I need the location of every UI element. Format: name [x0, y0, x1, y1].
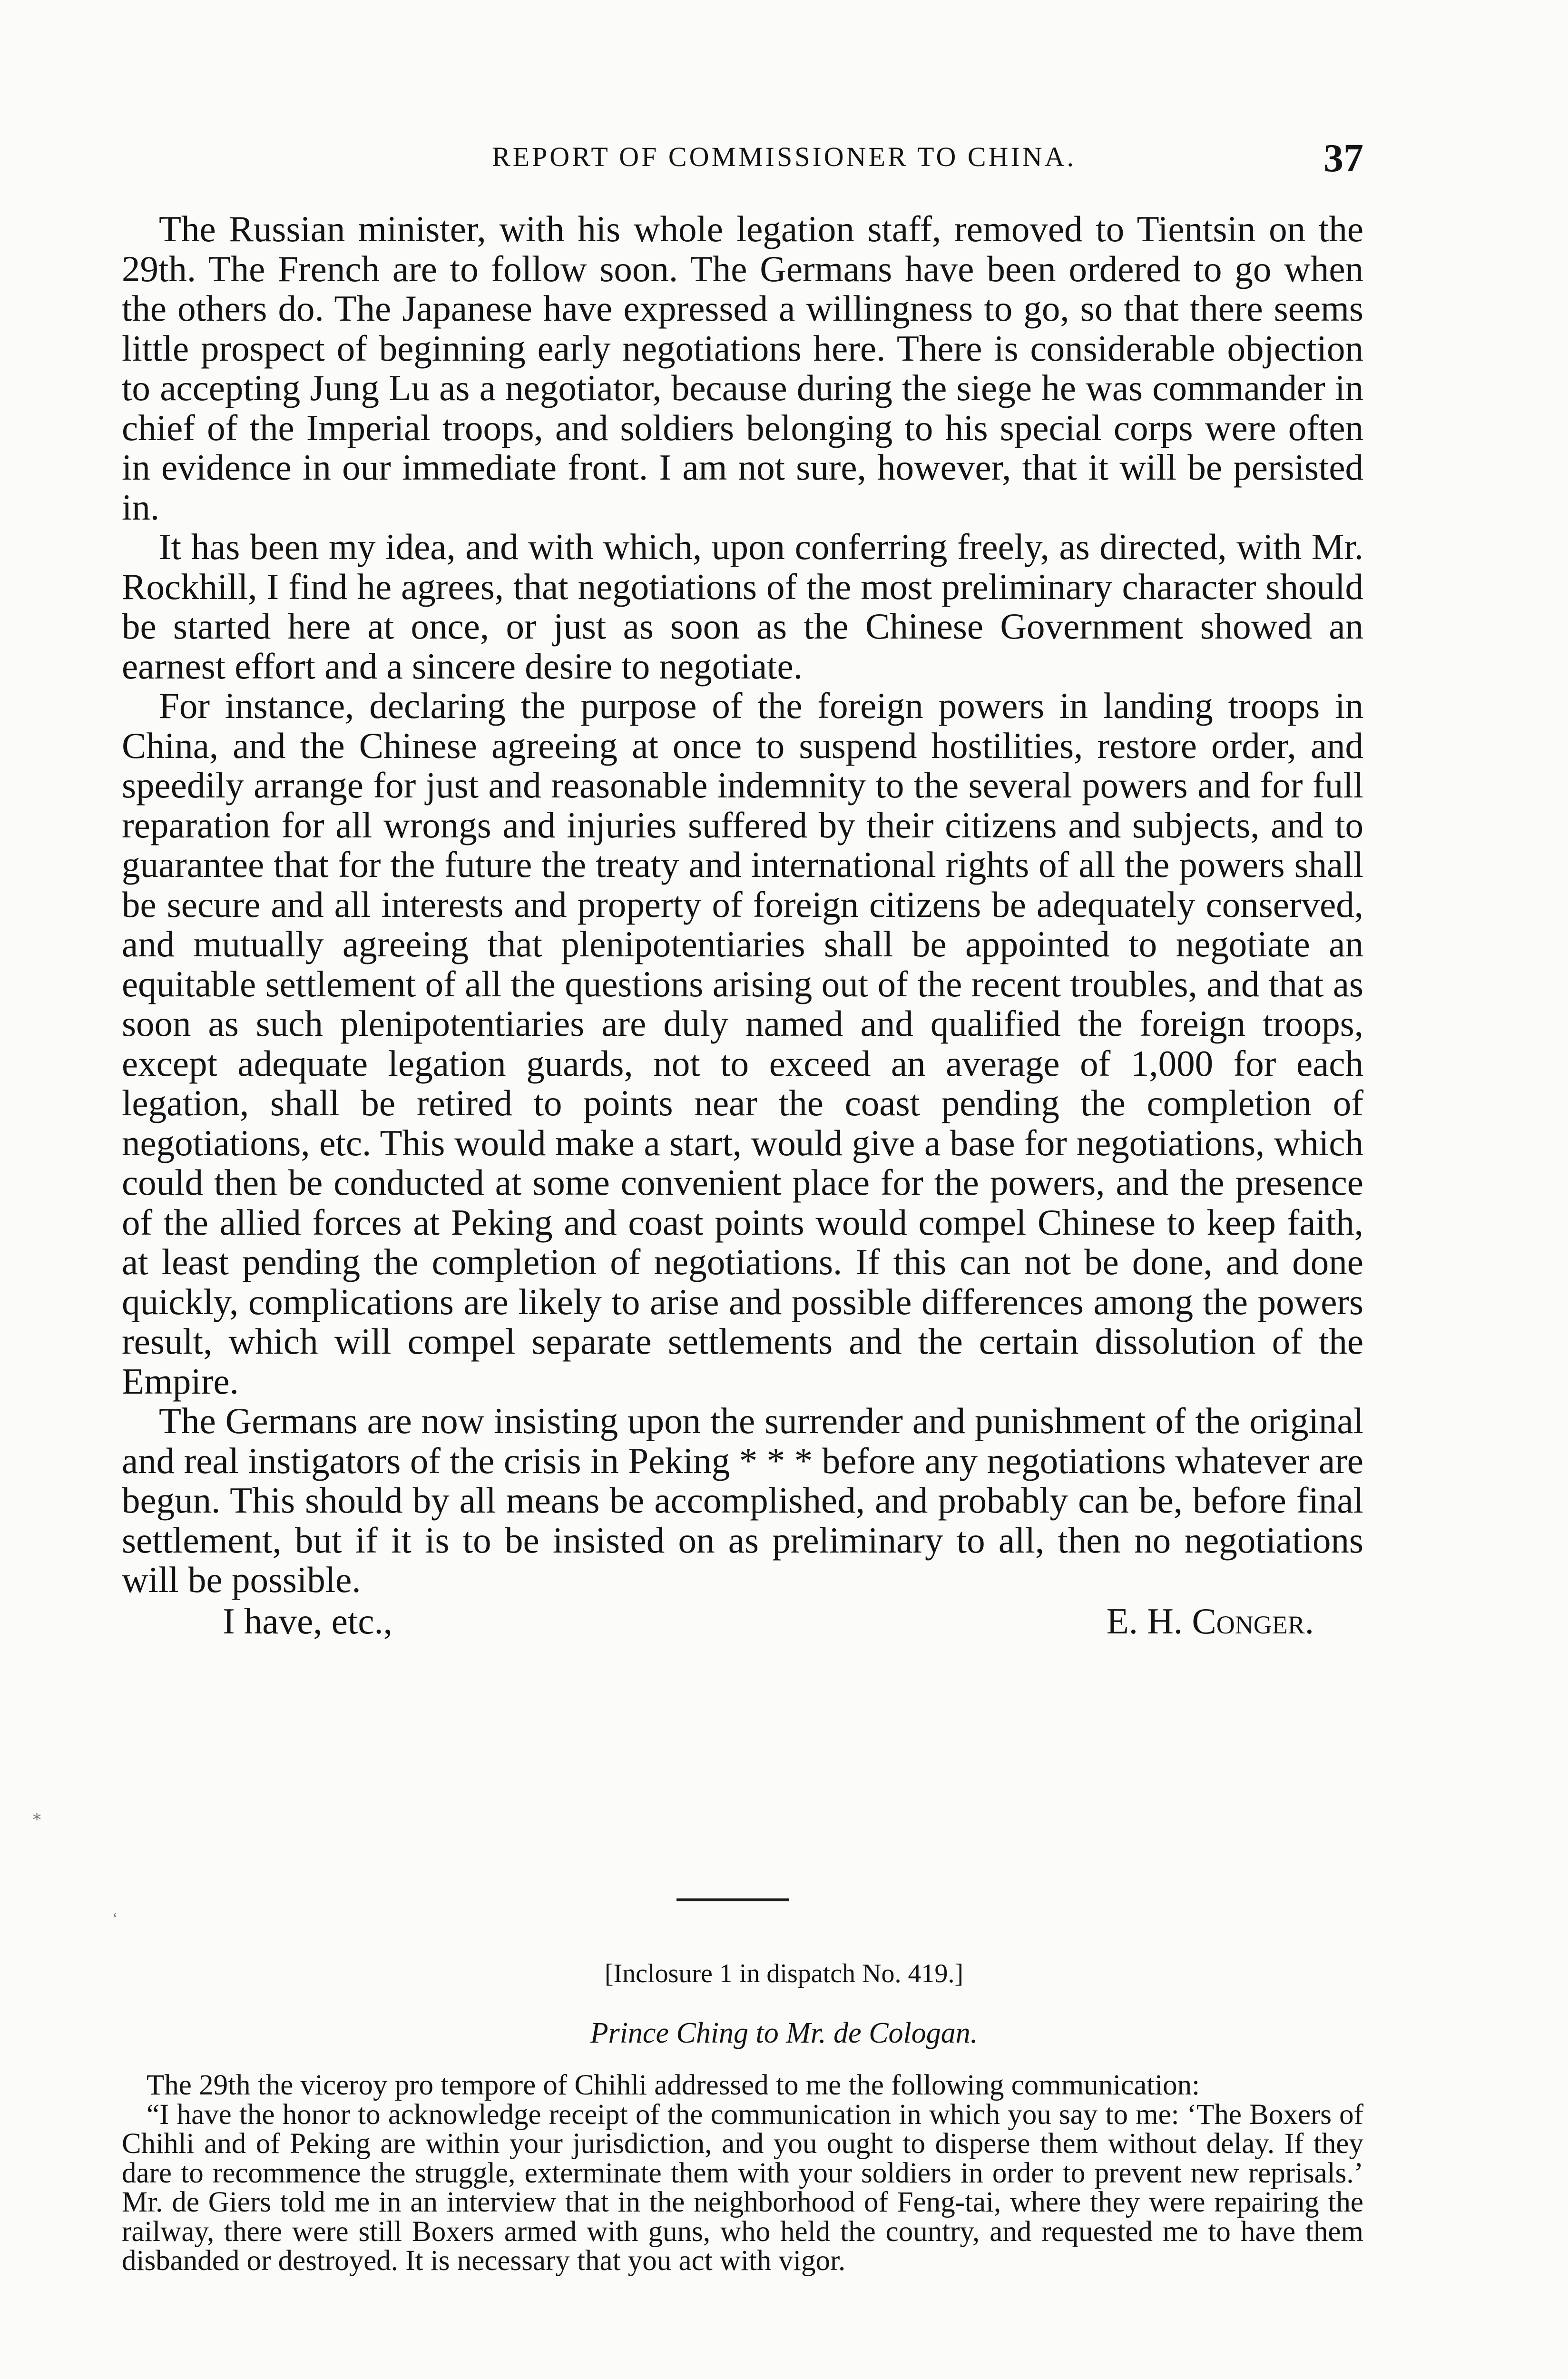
signer-name: E. H. Conger. — [1106, 1600, 1314, 1642]
inclosure-text — [122, 2071, 1363, 2276]
paragraph: The Russian minister, with his whole legation staff, removed to Tientsin on the 29th. The French are to follow soon. The Germans have been ordered to go when the others do. The Japanese have expressed a willingness to go, so that there seems little prospect of beginning early negotiations here. There is considerable objection to accepting Jung Lu as a negotiator, because during the siege he was commander in chief of the Imperial troops, and soldiers belonging to his special corps were often in evidence in our immediate front. I am not sure, however, that it will be persisted in. — [122, 208, 1363, 528]
running-title: REPORT OF COMMISSIONER TO CHINA. — [491, 141, 1077, 172]
paragraph: It has been my idea, and with which, upon conferring freely, as directed, with Mr. Rockhill, I find he agrees, that negotiations of the most preliminary character should be started here at once, or just as soon as the Chinese Government showed an earnest effort and a sincere desire to negotiate. — [122, 526, 1363, 687]
margin-mark: ‘ — [112, 1910, 118, 1927]
section-divider — [676, 1898, 789, 1901]
paragraph: “I have the honor to acknowledge receipt of the communication in which you say to me: ‘The Boxers of Chihli and of Peking are within your jurisdiction, and you ought to disperse them without delay. If they dare to recommence the struggle, exterminate them with your soldiers in order to prevent new reprisals.’ Mr. de Giers told me in an interview that in the neighborhood of Feng-tai, where they were repairing the railway, there were still Boxers armed with guns, who held the country, and requested me to have them disbanded or destroyed. It is necessary that you act with vigor. — [122, 2098, 1363, 2277]
signature-line — [122, 1600, 1363, 1642]
closing-phrase: I have, etc., — [223, 1600, 392, 1642]
paragraph: For instance, declaring the purpose of the foreign powers in landing troops in China, and the Chinese agreeing at once to suspend hostilities, restore order, and speedily arrange for just and reasonable indemnity to the several powers and for full reparation for all wrongs and injuries suffered by their citizens and subjects, and to guarantee that for the future the treaty and international rights of all the powers shall be secure and all interests and property of foreign citizens be adequately conserved, and mutually agreeing that plenipotentiaries shall be appointed to negotiate an equitable settlement of all the questions arising out of the recent troubles, and that as soon as such plenipotentiaries are duly named and qualified the foreign troops, except adequate legation guards, not to exceed an average of 1,000 for each legation, shall be retired to points near the coast pending the completion of negotiations, etc. This would make a start, would give a base for negotiations, which could then be conducted at some convenient place for the powers, and the presence of the allied forces at Peking and coast points would compel Chinese to keep faith, at least pending the completion of negotiations. If this can not be done, and done quickly, complications are likely to arise and possible differences among the powers result, which will compel separate settlements and the certain dissolution of the Empire. — [122, 685, 1363, 1402]
paragraph: The 29th the viceroy pro tempore of Chihli addressed to me the following communication: — [147, 2069, 1200, 2101]
inclosure-label: [Inclosure 1 in dispatch No. 419.] — [604, 1959, 964, 1988]
paragraph: The Germans are now insisting upon the surrender and punishment of the original and real instigators of the crisis in Peking * * * before any negotiations whatever are begun. This should by all means be accomplished, and probably can be, before final settlement, but if it is to be insisted on as preliminary to all, then no negotiations will be possible. — [122, 1400, 1363, 1600]
main-text — [122, 209, 1363, 1642]
page-number: 37 — [1323, 136, 1363, 180]
letter-heading: Prince Ching to Mr. de Cologan. — [590, 2017, 978, 2049]
running-head — [0, 136, 1568, 184]
margin-mark: ∗ — [31, 1808, 43, 1826]
